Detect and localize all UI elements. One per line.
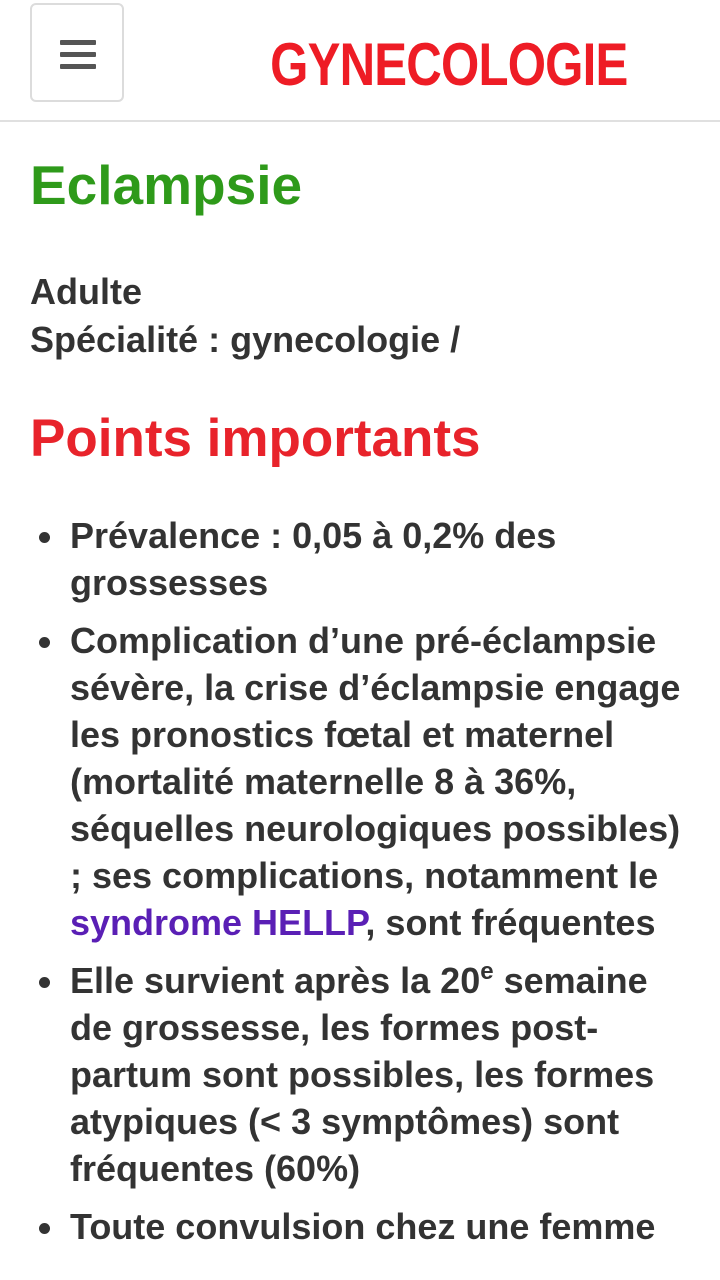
- list-item-text: Elle survient après la 20: [70, 960, 481, 1001]
- article: [30, 124, 695, 1261]
- list-item-text: semaine de grossesse, les formes post-partum sont possibles, les formes atypiques (< 3 symptômes) sont fréquentes (60%): [70, 960, 655, 1189]
- article-meta: [30, 268, 695, 364]
- important-points-list: [30, 512, 695, 1250]
- page-title: Eclampsie: [30, 154, 303, 216]
- hellp-syndrome-link[interactable]: syndrome HELLP: [70, 902, 366, 943]
- list-item: [30, 617, 695, 946]
- menu-button[interactable]: [30, 3, 124, 102]
- site-logo[interactable]: GYNECOLOGIE: [270, 31, 628, 98]
- list-item-text: Prévalence : 0,05 à 0,2% des grossesses: [70, 515, 557, 603]
- list-item-text: Toute convulsion chez une femme: [70, 1206, 656, 1247]
- list-item: [30, 957, 695, 1192]
- hamburger-menu-icon: [60, 40, 96, 70]
- list-item-text: , sont fréquentes: [365, 902, 656, 943]
- population-label: Adulte: [30, 271, 142, 312]
- list-item-text: Complication d’une pré-éclampsie sévère, la crise d’éclampsie engage les pronostics fœtal et maternel (mortalité maternelle 8 à 36%, séquelles neurologiques possibles) ; ses complications, notamment le: [70, 620, 681, 896]
- section-title: Points importants: [30, 409, 481, 468]
- list-item: [30, 1203, 695, 1250]
- top-header: [0, 0, 720, 122]
- list-item: [30, 512, 695, 606]
- superscript: e: [480, 958, 494, 985]
- specialty-label: Spécialité : gynecologie /: [30, 319, 461, 360]
